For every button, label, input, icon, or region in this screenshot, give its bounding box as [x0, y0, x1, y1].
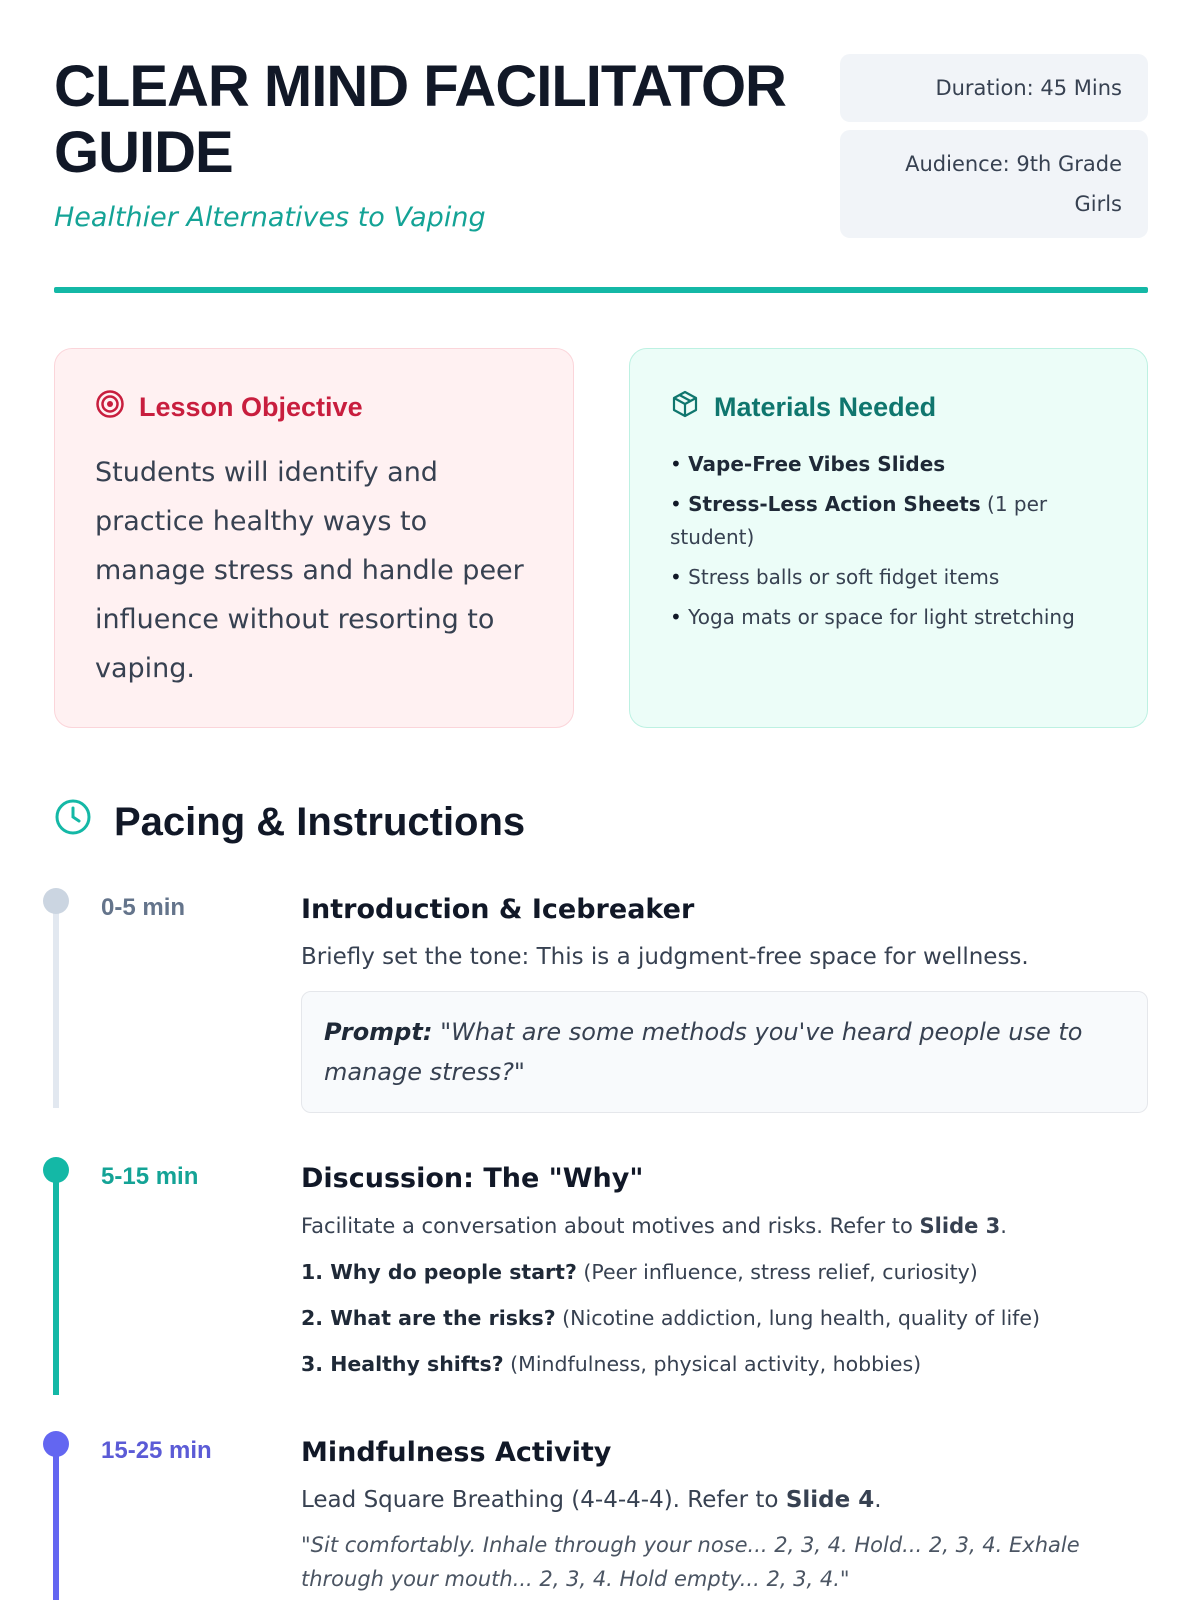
timeline-line	[53, 908, 59, 1108]
list-item: • Vape-Free Vibes Slides	[670, 448, 1107, 481]
timeline-step-intro	[43, 888, 1148, 1118]
step-title: Introduction & Icebreaker	[301, 894, 695, 925]
timeline-dot	[43, 1431, 69, 1457]
title-line-2: GUIDE	[54, 120, 233, 185]
step-content	[301, 1431, 1148, 1596]
timeline-line	[53, 1177, 59, 1395]
list-item: 2. What are the risks? (Nicotine addiction, lung health, quality of life)	[301, 1306, 1040, 1330]
meta-info	[840, 54, 1148, 246]
step-title: Mindfulness Activity	[301, 1437, 612, 1468]
prompt-text: "What are some methods you've heard people use to manage stress?"	[324, 1018, 1083, 1086]
prompt-box	[301, 991, 1148, 1113]
breathing-script: "Sit comfortably. Inhale through your nose... 2, 3, 4. Hold... 2, 3, 4. Exhale through your mouth... 2, 3, 4. Hold empty... 2, 3, 4."	[301, 1533, 1080, 1591]
step-title: Discussion: The "Why"	[301, 1163, 644, 1194]
timeline-line	[53, 1451, 59, 1600]
audience-line-2: Girls	[1074, 192, 1122, 216]
audience-badge	[840, 130, 1148, 238]
question-list	[301, 1254, 1148, 1382]
timeline-dot	[43, 888, 69, 914]
materials-heading: Materials Needed	[714, 392, 937, 422]
duration-badge: Duration: 45 Mins	[840, 54, 1148, 122]
audience-line-1: Audience: 9th Grade	[905, 152, 1122, 176]
target-icon	[95, 389, 125, 426]
step-time: 5-15 min	[101, 1163, 199, 1190]
page-subtitle: Healthier Alternatives to Vaping	[54, 202, 486, 233]
list-item: • Stress balls or soft fidget items	[670, 561, 1107, 594]
materials-list	[670, 448, 1107, 634]
box-icon	[670, 389, 700, 426]
step-time: 15-25 min	[101, 1437, 212, 1464]
step-time: 0-5 min	[101, 894, 186, 921]
step-description: Briefly set the tone: This is a judgment-free space for wellness.	[301, 944, 1029, 970]
objective-text: Students will identify and practice healthy ways to manage stress and handle peer influence without resorting to vaping.	[95, 457, 524, 684]
objective-heading-row	[95, 389, 533, 426]
pacing-heading-row	[54, 798, 525, 846]
title-line-1: CLEAR MIND FACILITATOR	[54, 54, 786, 119]
list-item: • Stress-Less Action Sheets (1 per student)	[670, 488, 1107, 554]
step-content	[301, 1157, 1148, 1392]
objective-heading: Lesson Objective	[139, 392, 363, 422]
list-item: 1. Why do people start? (Peer influence, stress relief, curiosity)	[301, 1260, 978, 1284]
timeline-step-discussion	[43, 1157, 1148, 1397]
step-content	[301, 888, 1148, 1113]
materials-card	[629, 348, 1148, 728]
objective-card	[54, 348, 574, 728]
header-divider	[54, 287, 1148, 293]
guide-header	[54, 52, 1148, 292]
list-item: • Yoga mats or space for light stretching	[670, 601, 1107, 634]
list-item: 3. Healthy shifts? (Mindfulness, physical activity, hobbies)	[301, 1352, 922, 1376]
prompt-label: Prompt:	[324, 1018, 433, 1046]
page-title	[54, 54, 824, 186]
timeline-step-mindfulness	[43, 1431, 1148, 1600]
materials-heading-row	[670, 389, 1107, 426]
timeline-dot	[43, 1157, 69, 1183]
step-description: Facilitate a conversation about motives and risks. Refer to Slide 3.	[301, 1214, 1007, 1238]
step-description: Lead Square Breathing (4-4-4-4). Refer to Slide 4.	[301, 1487, 882, 1513]
pacing-heading: Pacing & Instructions	[114, 799, 526, 844]
clock-icon	[54, 798, 92, 846]
